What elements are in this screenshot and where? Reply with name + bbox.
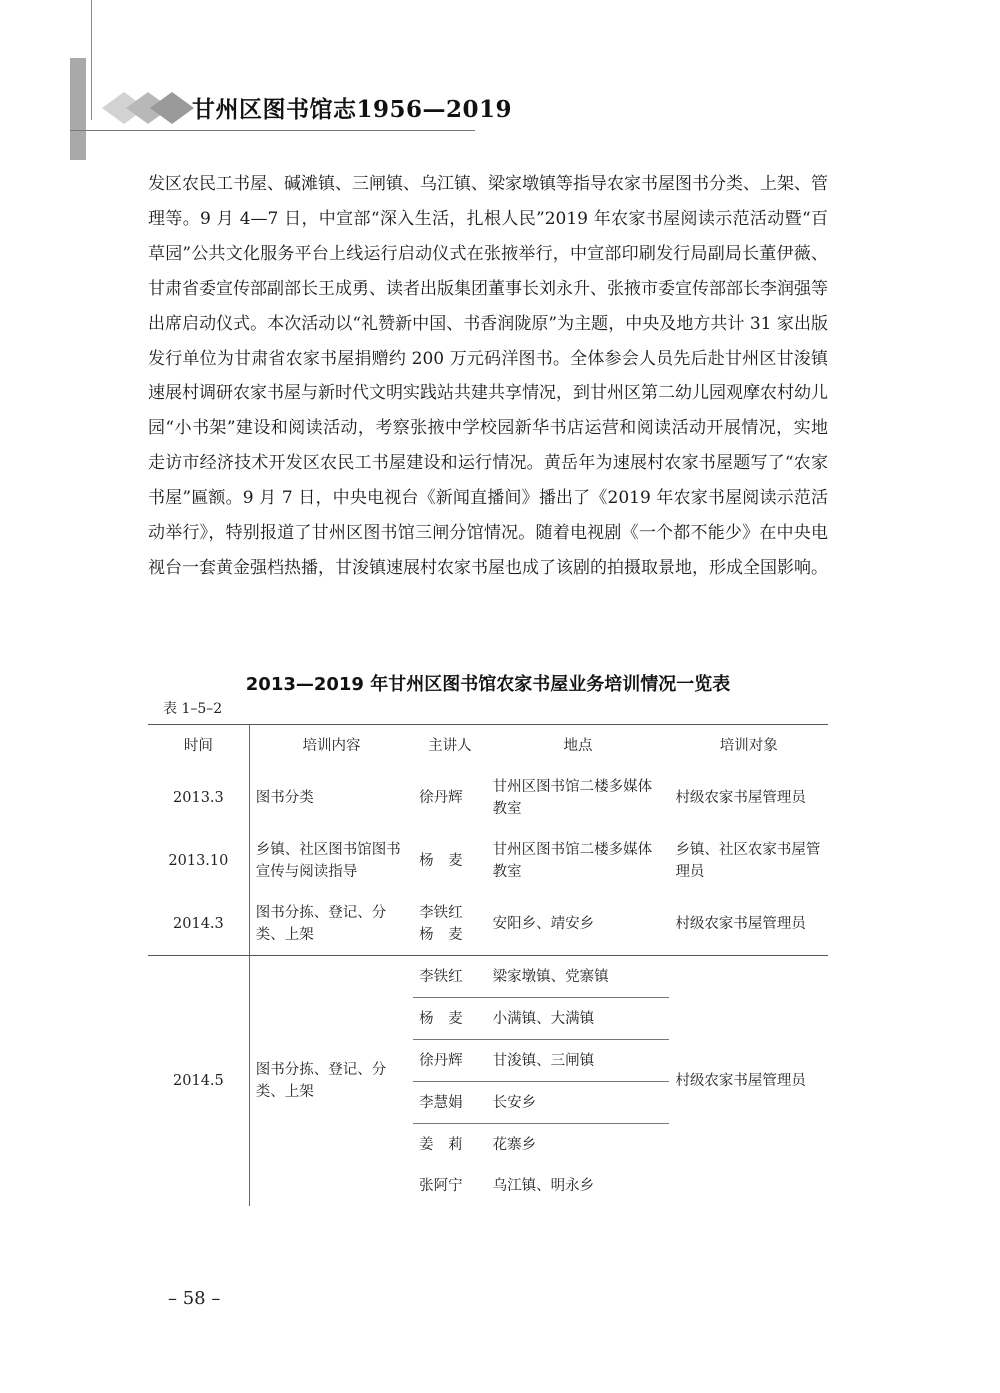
cell-location: 甘州区图书馆二楼多媒体教室 — [492, 841, 653, 880]
header-vertical-rule — [91, 0, 92, 120]
cell-time: 2013.10 — [148, 829, 249, 892]
header-speaker: 主讲人 — [413, 725, 486, 768]
cell-location: 小满镇、大满镇 — [487, 998, 670, 1040]
cell-time: 2014.3 — [148, 892, 249, 956]
cell-speaker: 杨 麦 — [413, 998, 486, 1040]
body-paragraph: 发区农民工书屋、碱滩镇、三闸镇、乌江镇、梁家墩镇等指导农家书屋图书分类、上架、管理等。9 月 4—7 日，中宣部“深入生活，扎根人民”2019 年农家书屋阅读示范活动暨“百草园”公共文化服务平台上线运行启动仪式在张掖举行，中宣部印刷发行局副局长董伊薇、甘肃省委宣传部副部长王成勇、读者出版集团董事长刘永升、张掖市委宣传部部长李润强等出席启动仪式。本次活动以“礼赞新中国、书香润陇原”为主题，中央及地方共计 31 家出版发行单位为甘肃省农家书屋捐赠约 200 万元码洋图书。全体参会人员先后赴甘州区甘浚镇速展村调研农家书屋与新时代文明实践站共建共享情况，到甘州区第二幼儿园观摩农村幼儿园“小书架”建设和阅读活动，考察张掖中学校园新华书店运营和阅读活动开展情况，实地走访市经济技术开发区农民工书屋建设和运行情况。黄岳年为速展村农家书屋题写了“农家书屋”匾额。9 月 7 日，中央电视台《新闻直播间》播出了《2019 年农家书屋阅读示范活动举行》，特别报道了甘州区图书馆三闸分馆情况。随着电视剧《一个都不能少》在中央电视台一套黄金强档热播，甘浚镇速展村农家书屋也成了该剧的拍摄取景地，形成全国影响。 — [148, 174, 828, 578]
header-content: 培训内容 — [249, 725, 413, 768]
cell-target: 村级农家书屋管理员 — [669, 956, 828, 1207]
cell-speaker: 张阿宁 — [419, 1177, 463, 1194]
cell-location: 梁家墩镇、党寨镇 — [487, 956, 670, 998]
header-gray-bar — [70, 58, 86, 160]
table-title: 2013—2019 年甘州区图书馆农家书屋业务培训情况一览表 — [245, 674, 731, 695]
cell-speaker: 杨 麦 — [419, 852, 463, 869]
cell-content: 图书分类 — [255, 790, 314, 806]
cell-speaker: 徐丹辉 — [413, 1040, 486, 1082]
cell-speaker: 李铁红 — [413, 956, 486, 998]
table-row — [148, 892, 828, 956]
cell-target: 村级农家书屋管理员 — [675, 790, 806, 806]
table-row — [148, 767, 828, 829]
cell-time: 2014.5 — [148, 956, 249, 1207]
page-number: – 58 – — [168, 1288, 221, 1309]
cell-location: 甘浚镇、三闸镇 — [487, 1040, 670, 1082]
cell-content: 图书分拣、登记、分类、上架 — [249, 956, 413, 1207]
cell-speaker: 姜 莉 — [419, 1136, 463, 1153]
table-label: 表 1–5–2 — [163, 701, 223, 717]
header-title: 甘州区图书馆志1956—2019 — [192, 96, 513, 123]
header-location: 地点 — [487, 725, 670, 768]
cell-location: 安阳乡、靖安乡 — [492, 915, 595, 932]
header-diamond-ornament — [100, 88, 200, 128]
cell-content: 图书分拣、登记、分类、上架 — [255, 904, 387, 943]
cell-location: 花寨乡 — [492, 1136, 537, 1153]
cell-location: 甘州区图书馆二楼多媒体教室 — [492, 779, 653, 817]
cell-speaker — [413, 892, 486, 956]
speaker-name-2: 杨 麦 — [419, 926, 463, 943]
cell-speaker: 徐丹辉 — [419, 790, 463, 806]
table-row — [148, 829, 828, 892]
training-table — [148, 724, 828, 1206]
header-time: 时间 — [148, 725, 249, 768]
cell-content: 乡镇、社区图书馆图书宣传与阅读指导 — [255, 841, 401, 880]
header-target: 培训对象 — [669, 725, 828, 768]
header-horizontal-rule — [70, 130, 475, 131]
cell-location: 乌江镇、明永乡 — [492, 1177, 595, 1194]
table-header-row — [148, 725, 828, 768]
cell-speaker: 李慧娟 — [413, 1082, 486, 1124]
cell-target: 村级农家书屋管理员 — [675, 915, 806, 932]
cell-location: 长安乡 — [487, 1082, 670, 1124]
cell-time: 2013.3 — [148, 767, 249, 829]
cell-target: 乡镇、社区农家书屋管理员 — [675, 841, 821, 880]
table-row — [148, 956, 828, 998]
speaker-name: 李铁红 — [419, 904, 463, 921]
